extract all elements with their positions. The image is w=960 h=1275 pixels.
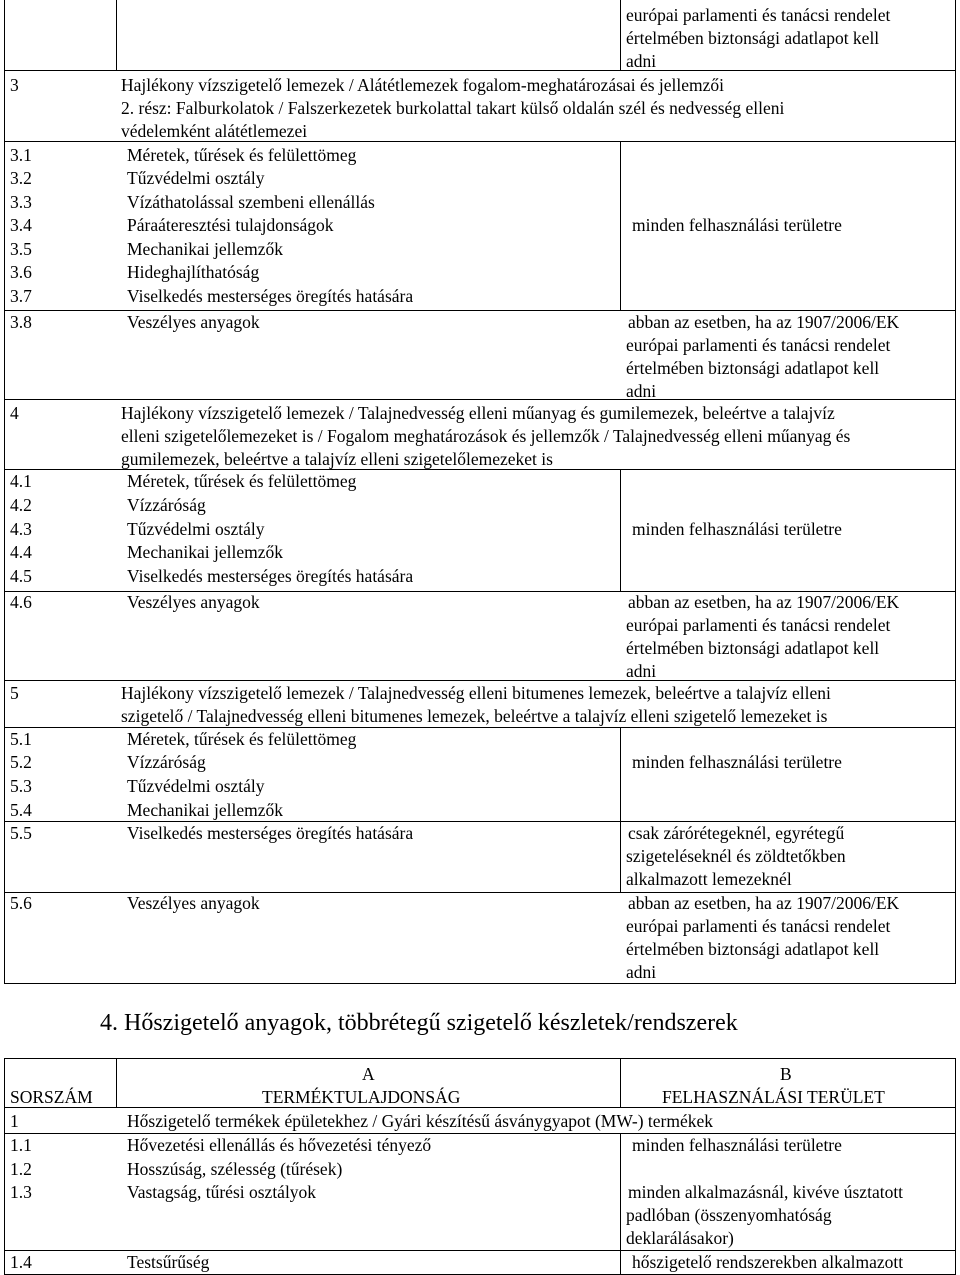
usage-area-roof: csak zárórétegeknél, egyrétegű xyxy=(628,823,845,843)
row-number: 5.2 xyxy=(10,752,32,772)
table1-col-divider xyxy=(620,727,621,892)
row-property: Vastagság, tűrési osztályok xyxy=(127,1182,317,1202)
row-property: Veszélyes anyagok xyxy=(127,592,260,612)
row-property: Mechanikai jellemzők xyxy=(127,239,283,259)
section-number: 1 xyxy=(10,1111,19,1131)
usage-area-hazard: adni xyxy=(626,661,657,681)
section-title-line: Hajlékony vízszigetelő lemezek / Talajnedvesség elleni bitumenes lemezek, beleértve a talajvíz elleni xyxy=(121,683,831,703)
table2-col-divider xyxy=(116,1058,117,1107)
column-header-number: SORSZÁM xyxy=(10,1087,93,1107)
usage-area-hazard: európai parlamenti és tanácsi rendelet xyxy=(626,335,891,355)
row-number: 1.3 xyxy=(10,1182,32,1202)
row-property: Méretek, tűrések és felülettömeg xyxy=(127,729,357,749)
table2-right-border xyxy=(955,1058,956,1275)
usage-area-system: hőszigetelő rendszerekben alkalmazott xyxy=(632,1252,904,1272)
row-property: Tűzvédelmi osztály xyxy=(127,776,265,796)
row-property: Vízáthatolással szembeni ellenállás xyxy=(127,192,375,212)
row-number: 3.2 xyxy=(10,168,32,188)
usage-area: minden felhasználási területre xyxy=(632,215,842,235)
row-number: 3.5 xyxy=(10,239,32,259)
table1-row-line xyxy=(4,680,956,681)
usage-area-hazard: abban az esetben, ha az 1907/2006/EK xyxy=(628,312,900,332)
row-number: 1.1 xyxy=(10,1135,32,1155)
row-property: Mechanikai jellemzők xyxy=(127,800,283,820)
usage-area-floor: deklarálásakor) xyxy=(626,1228,734,1248)
row-property: Mechanikai jellemzők xyxy=(127,542,283,562)
row-property: Veszélyes anyagok xyxy=(127,312,260,332)
row-property: Méretek, tűrések és felülettömeg xyxy=(127,145,357,165)
row-property: Viselkedés mesterséges öregítés hatására xyxy=(127,823,414,843)
section-title-line: gumilemezek, beleértve a talajvíz elleni szigetelőlemezeket is xyxy=(121,449,553,469)
usage-area-hazard: adni xyxy=(626,381,657,401)
row-number: 5.6 xyxy=(10,893,32,913)
row-number: 5.1 xyxy=(10,729,32,749)
row-property: Veszélyes anyagok xyxy=(127,893,260,913)
row-number: 5.3 xyxy=(10,776,32,796)
row-property: Hosszúság, szélesség (tűrések) xyxy=(127,1159,343,1179)
column-header-property: TERMÉKTULAJDONSÁG xyxy=(262,1087,461,1107)
row-number: 5.4 xyxy=(10,800,32,820)
table2-row-line xyxy=(4,1058,956,1059)
section-title-line: Hőszigetelő termékek épületekhez / Gyári készítésű ásványgyapot (MW-) termékek xyxy=(127,1111,714,1131)
row-property: Hideghajlíthatóság xyxy=(127,262,260,282)
table2-col-divider xyxy=(620,1058,621,1107)
row-number: 4.1 xyxy=(10,471,32,491)
table1-left-border xyxy=(4,0,5,984)
usage-area-hazard: abban az esetben, ha az 1907/2006/EK xyxy=(628,592,900,612)
section-title-line: 2. rész: Falburkolatok / Falszerkezetek burkolattal takart külső oldalán szél és nedvesség elleni xyxy=(121,98,785,118)
row-property: Méretek, tűrések és felülettömeg xyxy=(127,471,357,491)
row-number: 3.6 xyxy=(10,262,32,282)
table1-row-line xyxy=(4,983,956,984)
row-number: 1.4 xyxy=(10,1252,32,1272)
table2-col-divider xyxy=(620,1133,621,1275)
row-number: 3.8 xyxy=(10,312,32,332)
usage-area: minden felhasználási területre xyxy=(632,752,842,772)
row-property: Viselkedés mesterséges öregítés hatására xyxy=(127,286,414,306)
table1-row-line xyxy=(4,70,956,71)
usage-area-floor: padlóban (összenyomhatóság xyxy=(626,1205,832,1225)
row-property: Vízzáróság xyxy=(127,752,206,772)
row-property: Vízzáróság xyxy=(127,495,206,515)
section-title-line: elleni szigetelőlemezeket is / Fogalom meghatározások és jellemzők / Talajnedvesség elleni műanyag és xyxy=(121,426,851,446)
row-property: Hővezetési ellenállás és hővezetési tényező xyxy=(127,1135,432,1155)
row-number: 3.4 xyxy=(10,215,32,235)
row-number: 5.5 xyxy=(10,823,32,843)
column-letter-b: B xyxy=(780,1064,792,1084)
usage-area-hazard: európai parlamenti és tanácsi rendelet xyxy=(626,916,891,936)
row-number: 1.2 xyxy=(10,1159,32,1179)
table1-col-divider xyxy=(620,0,621,70)
usage-area: minden felhasználási területre xyxy=(632,1135,842,1155)
row-number: 4.6 xyxy=(10,592,32,612)
usage-area-floor: minden alkalmazásnál, kivéve úsztatott xyxy=(628,1182,904,1202)
table1-col-divider xyxy=(620,141,621,311)
section-title-line: Hajlékony vízszigetelő lemezek / Talajnedvesség elleni műanyag és gumilemezek, beleértve a talajvíz xyxy=(121,403,835,423)
usage-area-hazard: adni xyxy=(626,962,657,982)
usage-area-hazard: értelmében biztonsági adatlapot kell xyxy=(626,939,880,959)
section-title-line: Hajlékony vízszigetelő lemezek / Alátétlemezek fogalom-meghatározásai és jellemzői xyxy=(121,75,725,95)
row-property: Viselkedés mesterséges öregítés hatására xyxy=(127,566,414,586)
top-cell-line: adni xyxy=(626,51,657,71)
usage-area-hazard: európai parlamenti és tanácsi rendelet xyxy=(626,615,891,635)
usage-area: minden felhasználási területre xyxy=(632,519,842,539)
row-number: 4.4 xyxy=(10,542,32,562)
table1-col-divider xyxy=(116,0,117,70)
row-property: Testsűrűség xyxy=(127,1252,210,1272)
top-cell-line: értelmében biztonsági adatlapot kell xyxy=(626,28,880,48)
column-letter-a: A xyxy=(362,1064,375,1084)
table2-left-border xyxy=(4,1058,5,1275)
table1-row-line xyxy=(4,399,956,400)
row-number: 4.5 xyxy=(10,566,32,586)
row-number: 4.2 xyxy=(10,495,32,515)
usage-area-hazard: abban az esetben, ha az 1907/2006/EK xyxy=(628,893,900,913)
section-number: 3 xyxy=(10,75,19,95)
usage-area-roof: szigeteléseknél és zöldtetőkben xyxy=(626,846,846,866)
column-header-area: FELHASZNÁLÁSI TERÜLET xyxy=(662,1087,885,1107)
section-title-line: védelemként alátétlemezei xyxy=(121,121,308,141)
section-number: 4 xyxy=(10,403,19,423)
section-heading: 4. Hőszigetelő anyagok, többrétegű szigetelő készletek/rendszerek xyxy=(100,1010,738,1036)
row-property: Tűzvédelmi osztály xyxy=(127,168,265,188)
section-number: 5 xyxy=(10,683,19,703)
table1-right-border xyxy=(955,0,956,984)
table1-col-divider xyxy=(620,469,621,592)
usage-area-roof: alkalmazott lemezeknél xyxy=(626,869,792,889)
usage-area-hazard: értelmében biztonsági adatlapot kell xyxy=(626,358,880,378)
row-number: 4.3 xyxy=(10,519,32,539)
row-property: Páraáteresztési tulajdonságok xyxy=(127,215,334,235)
section-title-line: szigetelő / Talajnedvesség elleni bitumenes lemezek, beleértve a talajvíz elleni szigetelő lemezeket is xyxy=(121,706,828,726)
row-property: Tűzvédelmi osztály xyxy=(127,519,265,539)
row-number: 3.3 xyxy=(10,192,32,212)
row-number: 3.7 xyxy=(10,286,32,306)
usage-area-hazard: értelmében biztonsági adatlapot kell xyxy=(626,638,880,658)
top-cell-line: európai parlamenti és tanácsi rendelet xyxy=(626,5,891,25)
row-number: 3.1 xyxy=(10,145,32,165)
